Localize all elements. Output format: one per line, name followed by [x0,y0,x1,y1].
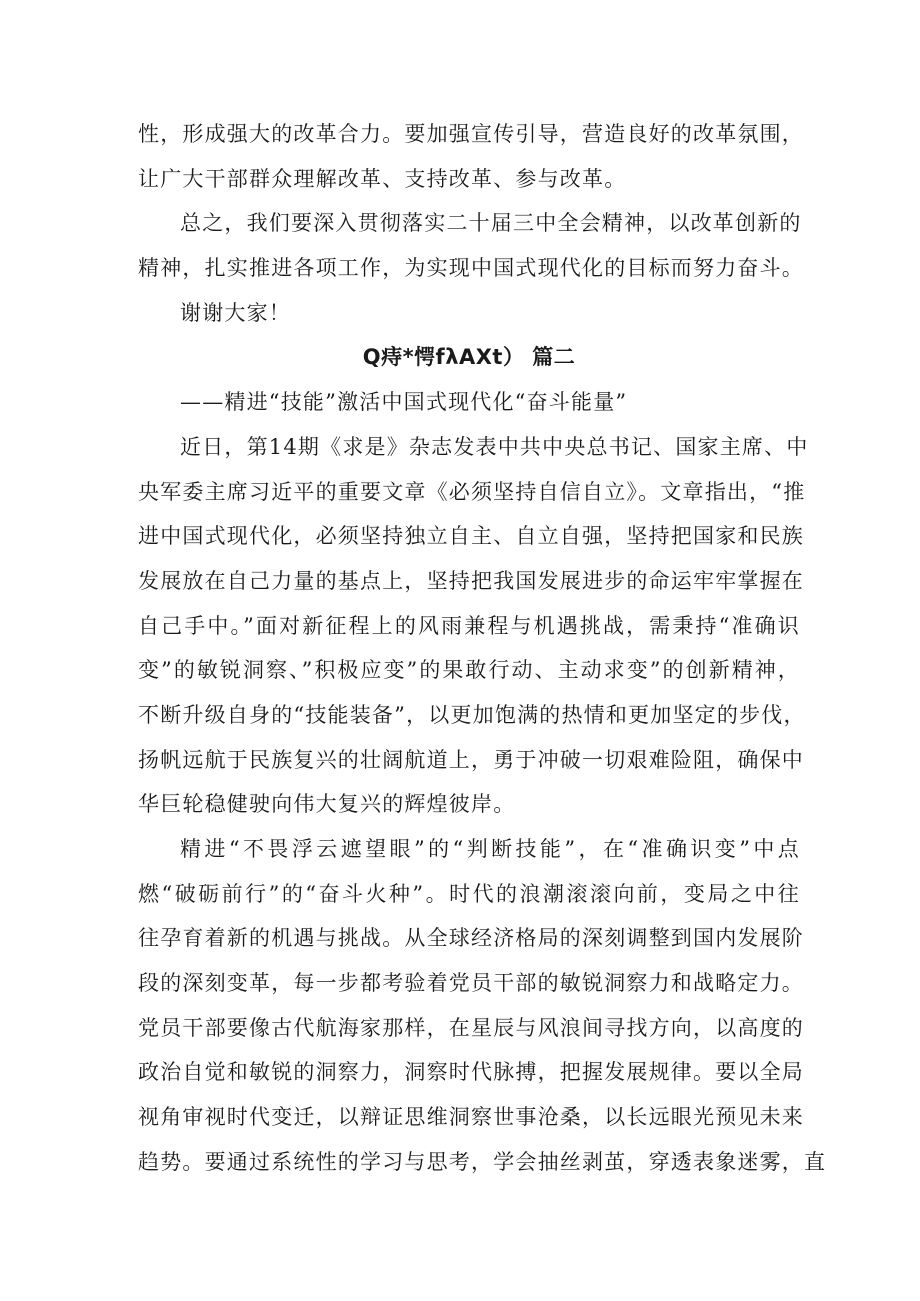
text-line: 扬帆远航于民族复兴的壮阔航道上，勇于冲破一切艰难险阻，确保中 [138,747,804,772]
text-line: 段的深刻变革，每一步都考验着党员干部的敏锐洞察力和战略定力。 [138,971,804,996]
text-line: 精神，扎实推进各项工作，为实现中国式现代化的目标而努力奋斗。 [138,256,804,281]
paragraph [138,291,800,336]
text-line: 近日，第14期《求是》杂志发表中共中央总书记、国家主席、中 [180,434,809,459]
document-body [138,112,827,1185]
text-line: 发展放在自己力量的基点上，坚持把我国发展进步的命运牢牢掌握在 [138,568,804,593]
text-line: 往孕育着新的机遇与挑战。从全球经济格局的深刻调整到国内发展阶 [138,926,804,951]
text-line: 党员干部要像古代航海家那样，在星辰与风浪间寻找方向，以高度的 [138,1015,804,1040]
text-line: 性，形成强大的改革合力。要加强宣传引导，营造良好的改革氛围， [138,122,804,146]
text-line: 视角审视时代变迁，以辩证思维洞察世事沧桑，以长远眼光预见未来 [138,1105,804,1130]
text-line: 央军委主席习近平的重要文章《必须坚持自信自立》。文章指出，“推 [138,479,806,504]
text-line: 政治自觉和敏锐的洞察力，洞察时代脉搏，把握发展规律。要以全局 [138,1060,804,1085]
paragraph [138,201,804,290]
text-line: 让广大干部群众理解改革、支持改革、参与改革。 [138,166,627,191]
text-line: 趋势。要通过系统性的学习与思考，学会抽丝剥茧，穿透表象迷雾，直 [138,1149,827,1174]
paragraph [138,425,809,827]
text-line: 变”的敏锐洞察、”积极应变”的果敢行动、主动求变”的创新精神， [138,658,800,683]
text-line: 总之，我们要深入贯彻落实二十届三中全会精神，以改革创新的 [180,211,802,236]
text-line: 华巨轮稳健驶向伟大复兴的辉煌彼岸。 [138,792,516,817]
section-heading: Q痔*愕fλAXt） 篇二 [362,345,576,370]
text-line: 进中国式现代化，必须坚持独立自主、自立自强，坚持把国家和民族 [138,524,804,549]
text-line: 谢谢大家！ [180,300,291,325]
text-line: 不断升级自身的“技能装备”，以更加饱满的热情和更加坚定的步伐， [138,702,806,727]
paragraph [138,112,804,201]
text-line: 自己手中。”面对新征程上的风雨兼程与机遇挑战，需秉持“准确识 [138,613,800,638]
paragraph [138,827,827,1185]
text-line: 燃“破砺前行”的“奋斗火种”。时代的浪潮滚滚向前，变局之中往 [138,881,800,906]
text-line: 精进“不畏浮云遮望眼”的“判断技能”，在“准确识变”中点 [180,837,800,861]
section-subtitle: ——精进“技能”激活中国式现代化“奋斗能量” [180,390,628,415]
